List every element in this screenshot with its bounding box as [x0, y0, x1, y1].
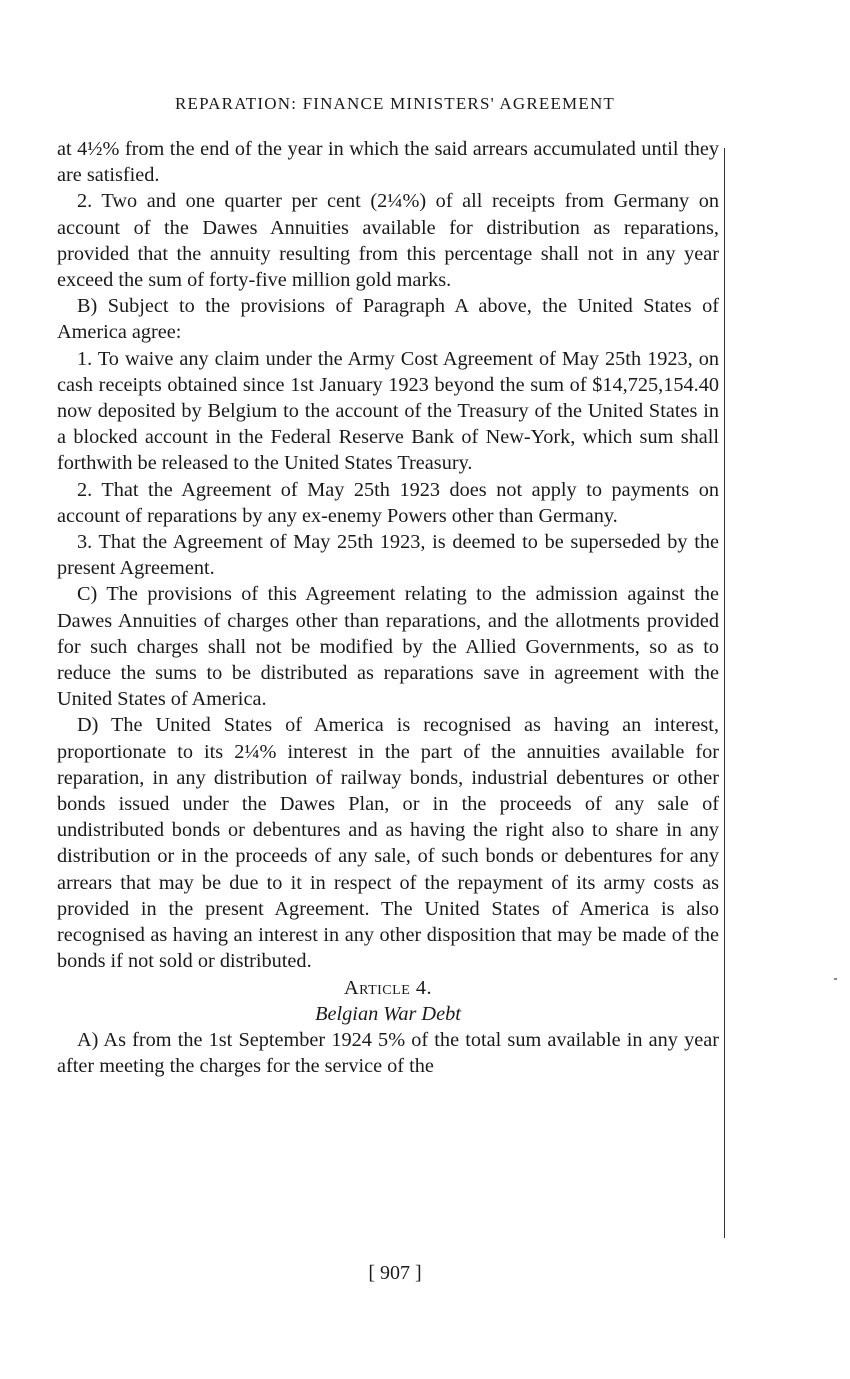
paragraph-continuation: at 4½% from the end of the year in which the said arrears accumulated until they are satisfied.: [57, 138, 719, 187]
paragraph-item-2: 2. Two and one quarter per cent (2¼%) of all receipts from Germany on account of the Dawes Annuities available for distribution as reparations, provided that the annuity resulting from this percentage shall not in any year exceed the sum of forty-five million gold marks.: [57, 190, 719, 292]
paragraph-section-d: D) The United States of America is recognised as having an interest, proportionate to its 2¼% interest in the part of the annuities available for reparation, in any distribution of railway bonds, industrial debentures or other bonds issued under the Dawes Plan, or in the proceeds of any sale of undistributed bonds or debentures and as having the right also to share in any distribution or in the proceeds of any sale, of such bonds or debentures for any arrears that may be due to it in respect of the repayment of its army costs as provided in the present Agreement. The United States of America is also recognised as having an interest in any other disposition that may be made of the bonds if not sold or distributed.: [57, 714, 719, 973]
article-title: Article 4.: [343, 976, 433, 999]
margin-rule: [724, 148, 725, 1238]
running-header: REPARATION: FINANCE MINISTERS' AGREEMENT: [174, 94, 616, 113]
page-number: [ 907 ]: [368, 1262, 422, 1284]
paragraph-b-item-3: 3. That the Agreement of May 25th 1923, is deemed to be superseded by the present Agreement.: [57, 531, 719, 580]
body-text: [57, 136, 719, 1079]
article-subtitle: Belgian War Debt: [315, 1002, 461, 1025]
paragraph-section-b: B) Subject to the provisions of Paragraph A above, the United States of America agree:: [57, 295, 719, 344]
margin-mark: [834, 978, 837, 980]
paragraph-b-item-1: 1. To waive any claim under the Army Cost Agreement of May 25th 1923, on cash receipts obtained since 1st January 1923 beyond the sum of $14,725,154.40 now deposited by Belgium to the account of the Treasury of the United States in a blocked account in the Federal Reserve Bank of New-York, which sum shall forthwith be released to the United States Treasury.: [57, 347, 719, 475]
paragraph-b-item-2: 2. That the Agreement of May 25th 1923 does not apply to payments on account of reparations by any ex-enemy Powers other than Germany.: [57, 478, 719, 527]
paragraph-section-c: C) The provisions of this Agreement relating to the admission against the Dawes Annuities of charges other than reparations, and the allotments provided for such charges shall not be modified by the Allied Governments, so as to reduce the sums to be distributed as reparations save in agreement with the United States of America.: [57, 583, 719, 711]
paragraph-article-a: A) As from the 1st September 1924 5% of the total sum available in any year after meeting the charges for the service of the: [57, 1028, 719, 1078]
